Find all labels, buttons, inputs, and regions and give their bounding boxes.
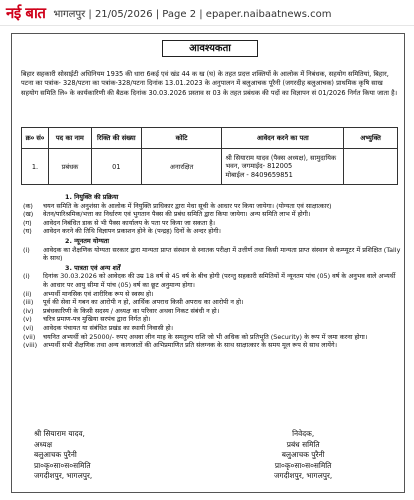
item-text: प्रबंधकारिणी के किसी सदस्य / अध्यक्ष का परिवार अथवा निकट संबंधी न हो। <box>43 306 220 315</box>
item-text: चयनित अभ्यर्थी को 25000/- रुपए अथवा लीन माह के समतुल्य राशि जो भी अधिक को प्रतिभूति (Security) के रूप में जमा करना होगा। <box>43 332 368 341</box>
item-marker: (v) <box>23 315 32 324</box>
address-line-3: मोबाईल - 8409659851 <box>225 170 293 179</box>
col-header-category: कोटि <box>141 128 222 149</box>
signatory-left <box>34 429 92 482</box>
list-item <box>21 219 401 228</box>
signatory-org: प्रा०कृ०सा०स०समिति <box>274 460 332 470</box>
list-item <box>21 315 401 324</box>
item-text: अभ्यर्थी मानसिक एवं शारीरिक रूप से स्वस्थ हो। <box>43 289 154 298</box>
vacancy-table <box>21 127 398 185</box>
list-item <box>21 333 401 342</box>
item-text: आवेदन निबंधित डाक से भी पैक्स कार्यालय के पता पर किया जा सकता है। <box>43 218 216 227</box>
item-text: चरित्र प्रमाण-पत्र मुखिया सरपंच द्वारा निर्गत हो। <box>43 315 151 324</box>
signatory-society: बलुआचक पुरैनी <box>281 450 325 460</box>
signatory-right <box>274 429 332 482</box>
epaper-header <box>0 0 414 26</box>
item-marker: (viii) <box>23 341 38 350</box>
item-text: आवेदक का शैक्षणिक योग्यता सरकार द्वारा मान्यता प्राप्त संस्थान से स्नातक परीक्षा में उत्तीर्ण तथा किसी मान्यता प्राप्त संस्थान से कम्प्यूटर में प्रशिक्षित (Tally के साथ) <box>43 245 401 263</box>
cell-category: अनारक्षित <box>141 149 222 185</box>
cell-remark <box>344 149 398 185</box>
list-item <box>21 290 401 299</box>
item-marker: (vii) <box>23 332 36 341</box>
item-marker: (i) <box>23 272 30 281</box>
item-marker: (क) <box>23 201 33 210</box>
item-text: अभ्यर्थी सभी शैक्षणिक तथा अन्य कागजातों की अभिप्रमाणित प्रति संलग्नक के साथ साक्षात्कार के समय मूल रूप से साथ लायेंगे। <box>43 341 338 350</box>
list-item <box>21 210 401 219</box>
cell-sn: 1. <box>22 149 49 185</box>
signatory-org: प्रा०कृ०सा०स०समिति <box>34 460 91 470</box>
section-heading-process: 1. नियुक्ति की प्रक्रिया <box>65 193 119 201</box>
col-header-remark: अभ्युक्ति <box>344 128 398 149</box>
address-line-1: श्री सियाराम यादव (पैक्स अध्यक्ष), सामुदायिक <box>225 153 337 162</box>
section-heading-eligibility: 3. पात्रता एवं अन्य शर्तें <box>65 263 121 272</box>
newspaper-logo[interactable]: नई बात <box>6 3 46 22</box>
signatory-name: श्री सियाराम यादव, <box>34 429 85 438</box>
signatory-place: जगदीशपुर, भागलपुर, <box>34 471 93 481</box>
list-item <box>21 246 401 263</box>
signatory-salutation: निवेदक, <box>292 429 315 438</box>
signatory-role: अध्यक्ष <box>34 439 53 449</box>
edition-meta: भागलपुर | 21/05/2026 | Page 2 | epaper.naibaatnews.com <box>53 8 332 20</box>
item-marker: (ग) <box>23 218 32 227</box>
cell-vacancy: 01 <box>91 149 141 185</box>
list-item <box>21 272 401 289</box>
item-text: वेतन/पारिश्रमिक/भत्ता का निर्धारण एवं भुगतान पैक्स की प्रबंध समिति द्वारा किया जायेगा। अन्य समिति लाभ में होगी। <box>43 210 311 219</box>
item-text: दिनांक 30.03.2026 को आवेदक की उम्र 18 वर्ष से 45 वर्ष के बीच होगी (परन्तु सहकारी समितियों में न्यूनतम पांच (05) वर्ष के अनुभव वाले अभ्यर्थी के आधार पर आयु सीमा में पांच (05) वर्ष का छूट अनुमान्य होगा। <box>43 272 396 289</box>
item-marker: (iv) <box>23 306 34 315</box>
address-line-2: भवन, जगमाईद- 812005 <box>225 162 293 171</box>
signatory-role: प्रबंध समिति <box>286 439 320 449</box>
item-text: आवेदक पंचायत या संबंधित प्रखंड का स्थायी निवासी हो। <box>43 323 174 332</box>
item-marker: (ख) <box>23 210 34 219</box>
item-text: चयन समिति के अनुशंसा के आलोक में नियुक्ति प्राधिकार द्वारा मेधा सूची के आधार पर किया जायेगा। (योग्यता एवं साक्षात्कार) <box>43 201 332 210</box>
item-marker: (iii) <box>23 298 34 307</box>
item-marker: (ii) <box>23 289 32 298</box>
list-item <box>21 227 401 236</box>
list-item <box>21 298 401 307</box>
cell-address <box>222 149 344 185</box>
col-header-sn: क्र० सं० <box>22 128 49 149</box>
item-text: पूर्व की सेवा में गबन का आरोपी न हो, आर्थिक अपराध किसी अपराध का आरोपी न हो। <box>43 298 244 307</box>
item-marker: (घ) <box>23 227 32 236</box>
col-header-address: आवेदन करने का पता <box>222 128 344 149</box>
col-header-post: पद का नाम <box>48 128 91 149</box>
notice-title: आवश्यकता <box>162 40 258 57</box>
item-text: आवेदन करने की तिथि विज्ञापन प्रकाशन होने के (पन्द्रह) दिनों के अन्दर होगी। <box>43 227 221 236</box>
notice-conditions <box>21 192 401 350</box>
signatory-place: जगदीशपुर, भागलपुर, <box>274 471 333 481</box>
cell-post: प्रबंधक <box>48 149 91 185</box>
notice-intro: बिहार सहकारी सोसाईटी अधिनियम 1935 की धारा 6कई एवं खंड 44 क ख (घ) के तहत प्रदत्त शक्तियों के आलोक में निबंधक, सहयोग समितियां, बिहार, पटना का पत्रांक- 328/पटना का पत्रांक-328/पटना दिनांक 13.01.2023 के अनुपालन में बलुआचक पूरैनी (जगरदीह बलुआचक) प्राथमिक कृषि साख सहयोग समिति लि० के कार्यकारिणी की बैठक दिनांक 30.03.2026 प्रस्ताव स 03 के तहत प्रबंधक की पदों का विज्ञापन सं 01/2026 निर्गत किया जाता है। <box>21 70 398 97</box>
list-item <box>21 202 401 211</box>
section-heading-qualification: 2. न्यूनतम योग्यता <box>65 236 110 245</box>
notice-clipping <box>11 33 405 493</box>
list-item <box>21 324 401 333</box>
table-header-row <box>22 128 398 149</box>
table-row <box>22 149 398 185</box>
list-item <box>21 307 401 316</box>
signatory-society: बलुआचक पुरैनी <box>34 450 77 460</box>
item-marker: (i) <box>23 245 30 254</box>
item-marker: (vi) <box>23 323 34 332</box>
col-header-vacancy: रिक्ति की संख्या <box>91 128 141 149</box>
list-item <box>21 341 401 350</box>
